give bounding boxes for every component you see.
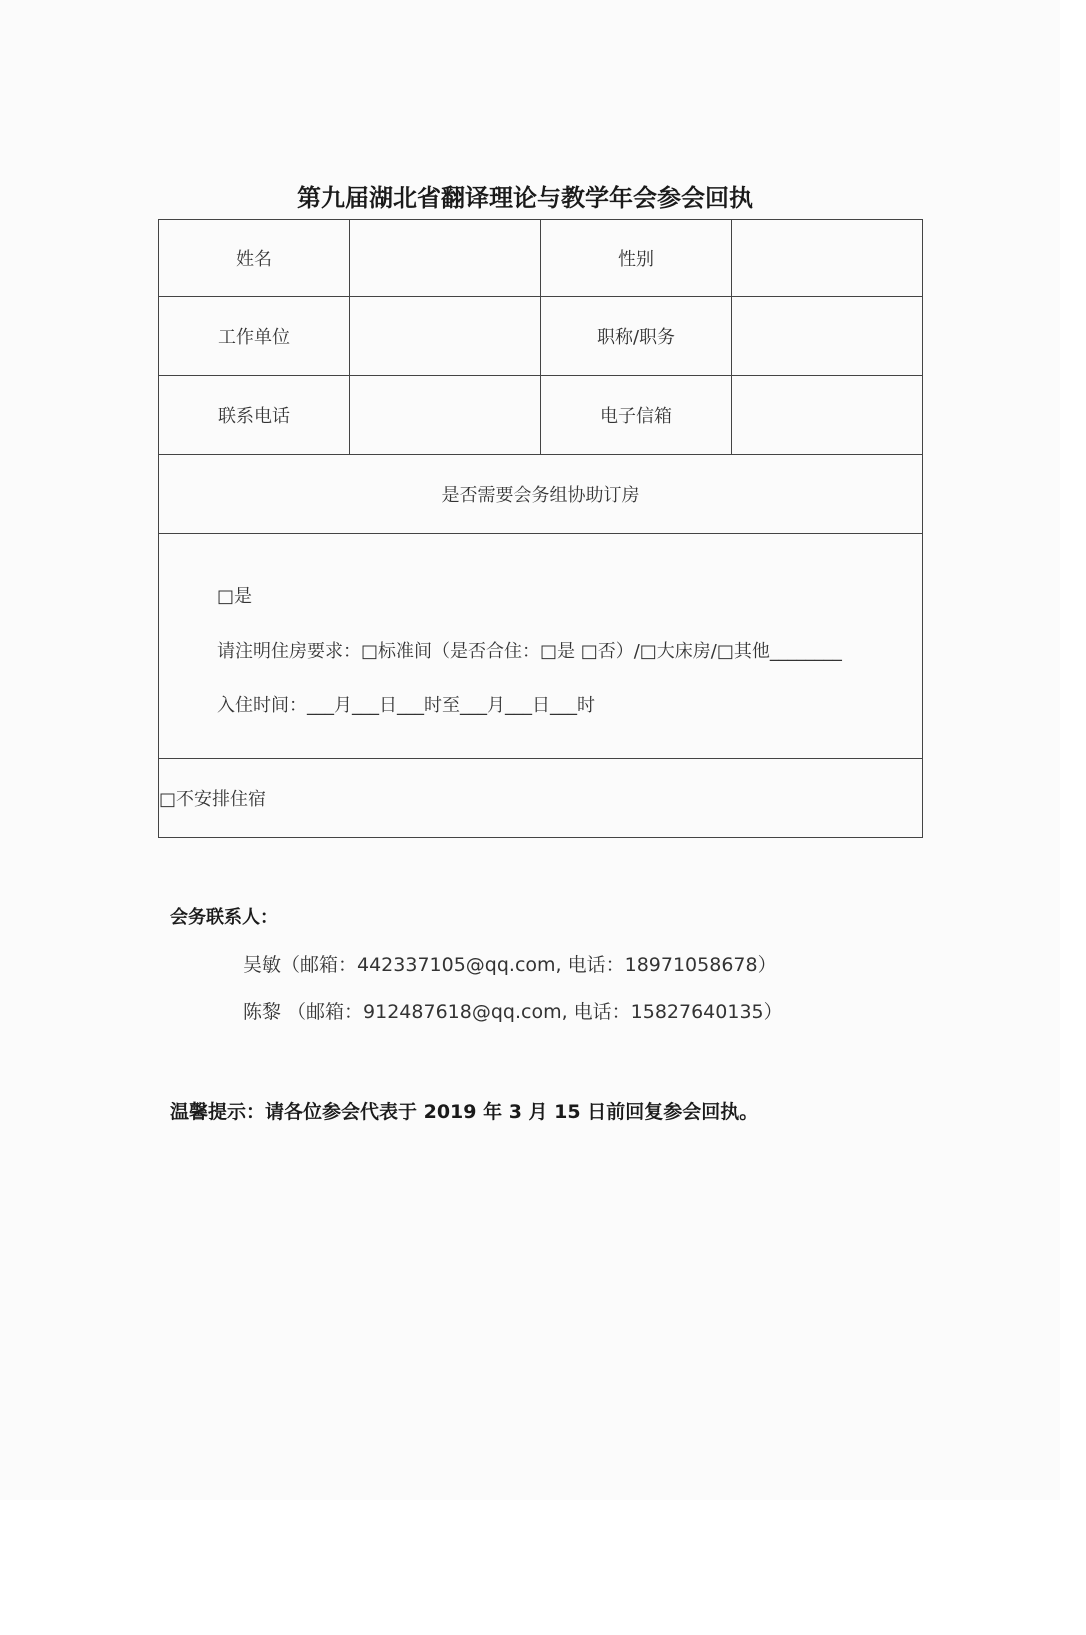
form-row-org	[159, 297, 923, 376]
reminder-tip: 温馨提示：请各位参会代表于 2019 年 3 月 15 日前回复参会回执。	[170, 1101, 759, 1123]
name-label: 姓名	[159, 220, 350, 297]
form-row-name	[159, 220, 923, 297]
registration-form-table	[158, 219, 923, 838]
checkin-time-line[interactable]: 入住时间：___月___日___时至___月___日___时	[217, 695, 595, 716]
org-field[interactable]	[350, 297, 541, 376]
phone-label: 联系电话	[159, 376, 350, 455]
form-row-booking-details	[159, 534, 923, 759]
contacts-heading: 会务联系人：	[170, 907, 278, 928]
contact-person-2: 陈黎 （邮箱：912487618@qq.com, 电话：15827640135）	[243, 1001, 783, 1023]
gender-label: 性别	[541, 220, 732, 297]
form-row-contact	[159, 376, 923, 455]
name-field[interactable]	[350, 220, 541, 297]
position-label: 职称/职务	[541, 297, 732, 376]
phone-field[interactable]	[350, 376, 541, 455]
document-title: 第九届湖北省翻译理论与教学年会参会回执	[297, 184, 753, 212]
booking-question: 是否需要会务组协助订房	[159, 455, 923, 534]
booking-details-cell	[159, 534, 923, 759]
email-label: 电子信箱	[541, 376, 732, 455]
contact-person-1: 吴敏（邮箱：442337105@qq.com, 电话：18971058678）	[243, 954, 777, 976]
email-field[interactable]	[732, 376, 923, 455]
form-row-no-room	[159, 759, 923, 838]
form-row-booking-question	[159, 455, 923, 534]
org-label: 工作单位	[159, 297, 350, 376]
option-no-checkbox[interactable]: □不安排住宿	[159, 759, 923, 838]
room-requirement-line[interactable]: 请注明住房要求：□标准间（是否合住：□是 □否）/□大床房/□其他________	[217, 641, 842, 662]
gender-field[interactable]	[732, 220, 923, 297]
option-yes-checkbox[interactable]: □是	[217, 586, 253, 607]
position-field[interactable]	[732, 297, 923, 376]
